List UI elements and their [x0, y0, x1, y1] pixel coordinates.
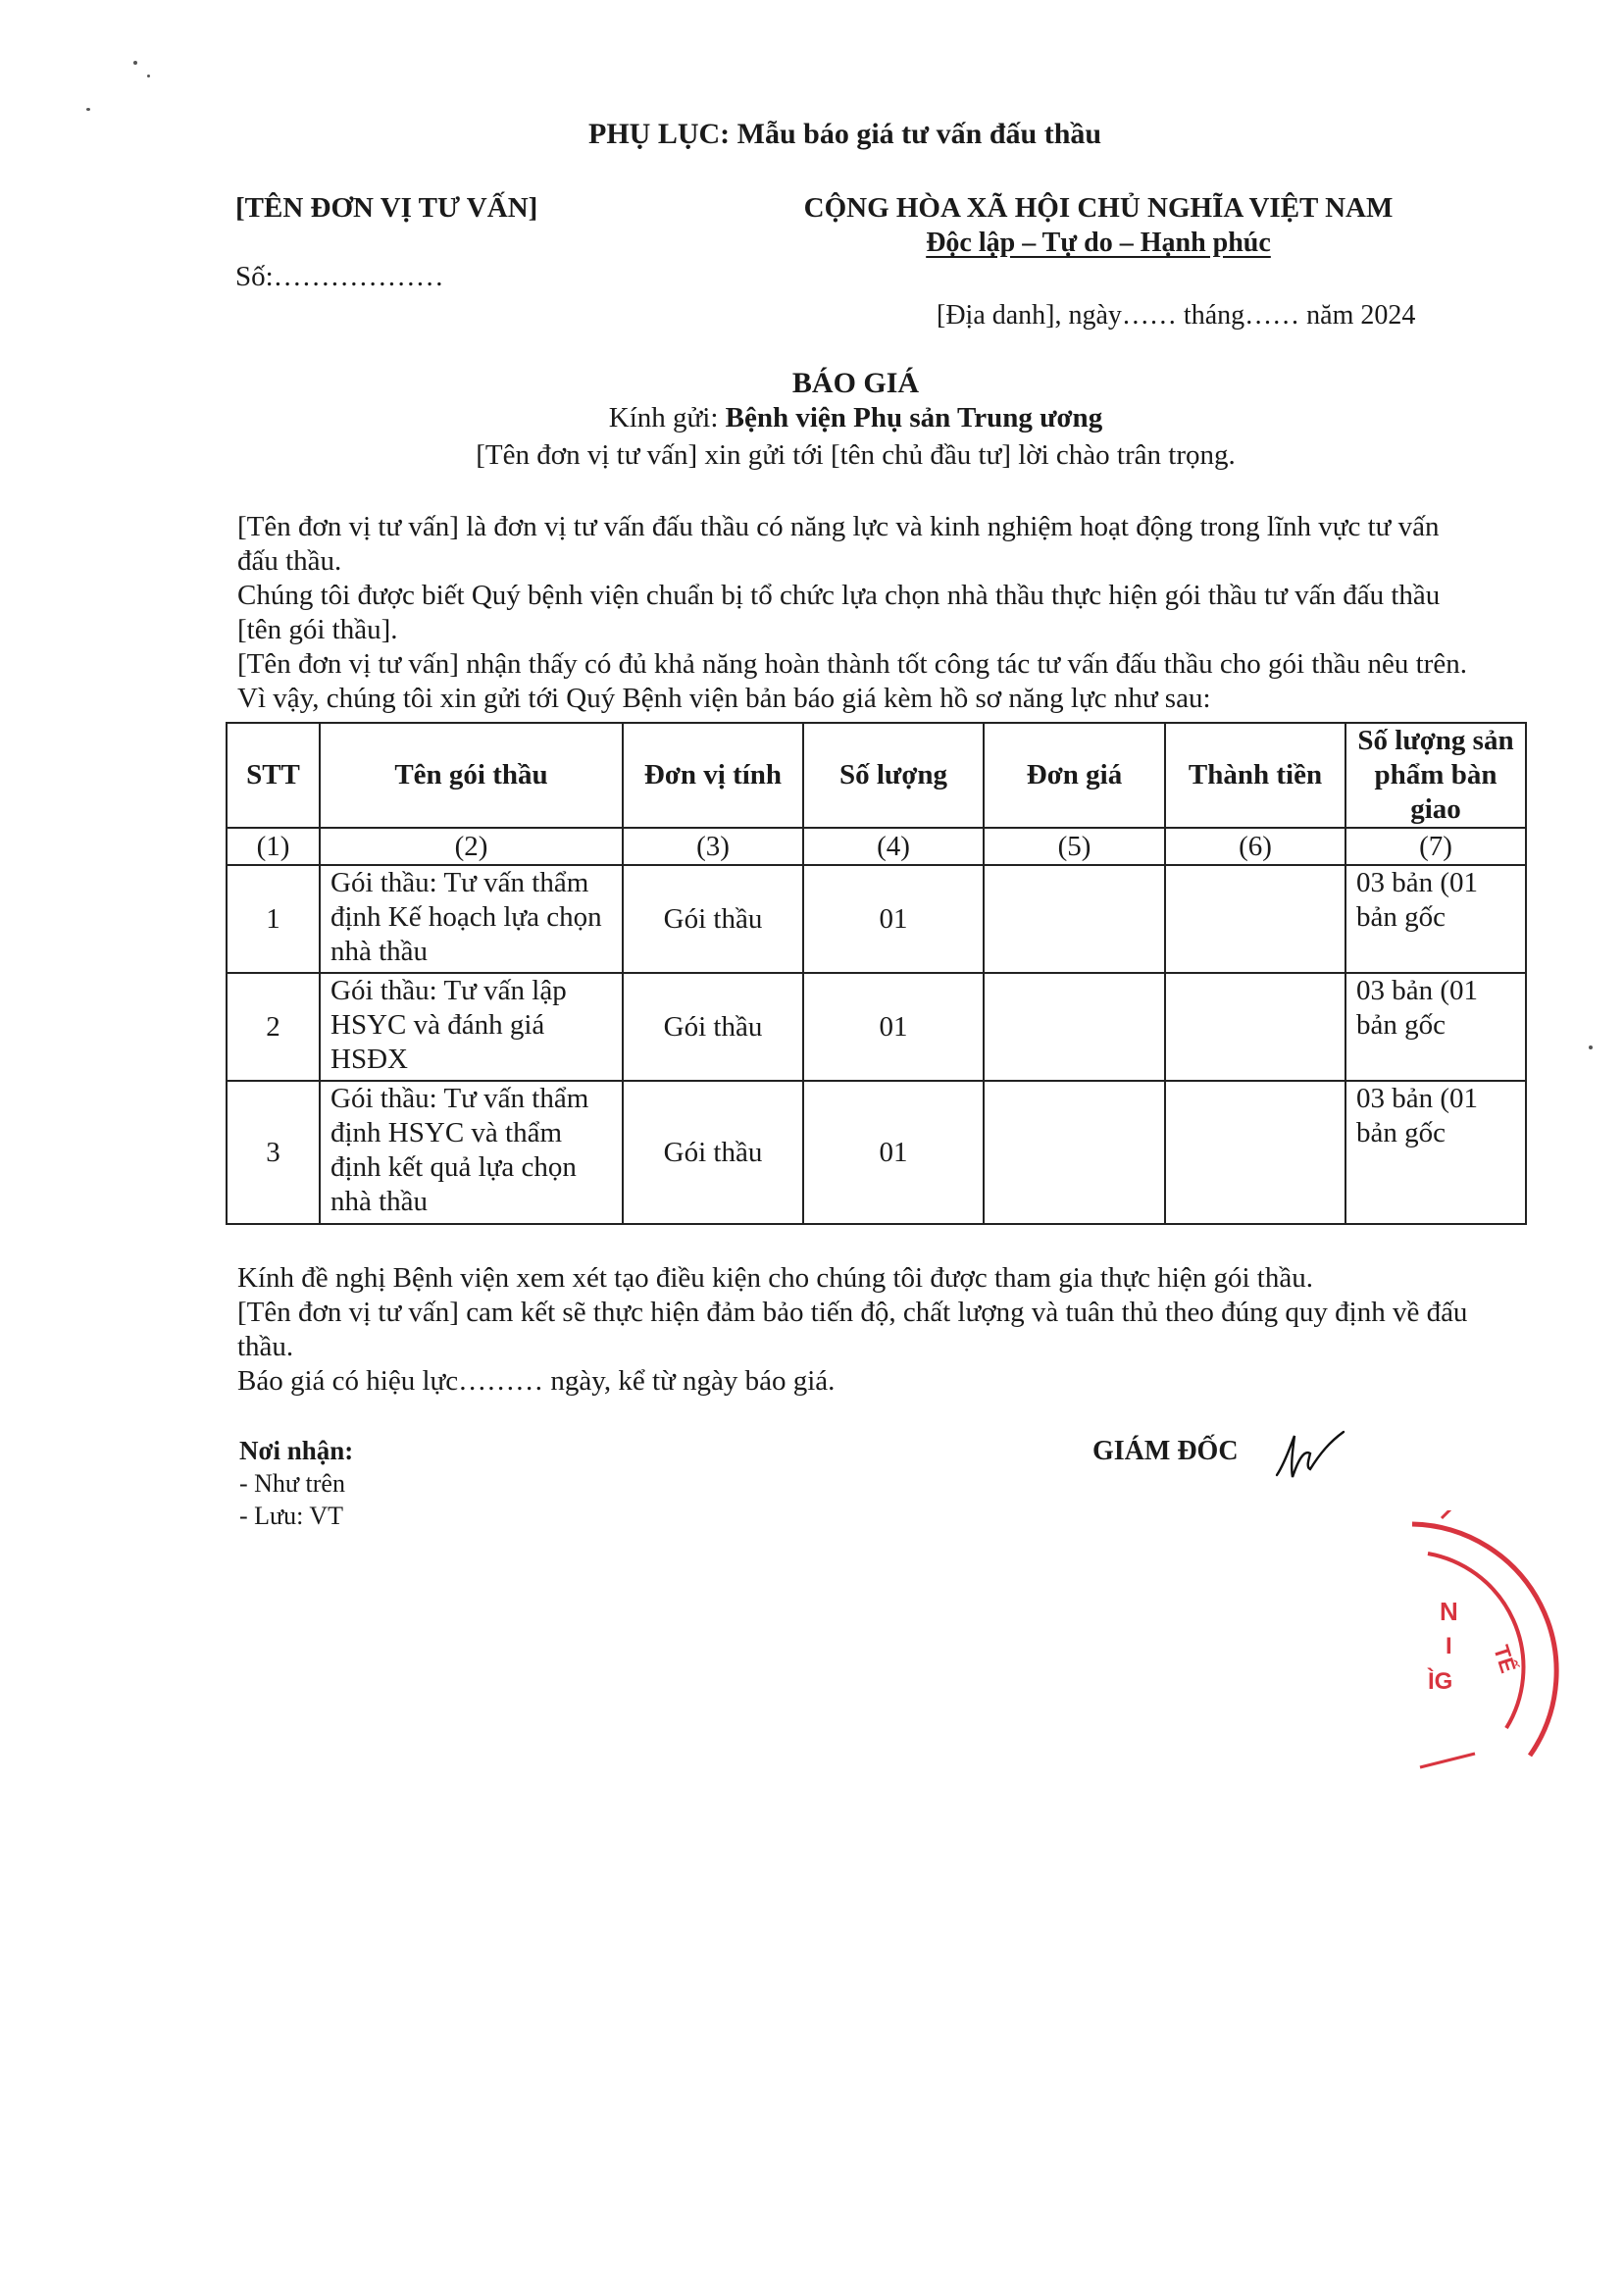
stamp-text: TẾ — [1489, 1642, 1521, 1676]
col-number: (3) — [623, 828, 803, 865]
col-header-unit-price: Đơn giá — [984, 723, 1165, 828]
stamp-text: ÌG — [1428, 1668, 1453, 1695]
appendix-label: PHỤ LỤC: — [588, 118, 731, 150]
col-number: (7) — [1345, 828, 1526, 865]
intro-paragraph: [Tên đơn vị tư vấn] nhận thấy có đủ khả năng hoàn thành tốt công tác tư vấn đấu thầu cho gói thầu nêu trên. Vì vậy, chúng tôi xin gửi tới Quý Bệnh viện bản báo giá kèm hồ sơ năng lực như sau: — [237, 648, 1467, 714]
cell-stt: 1 — [227, 865, 320, 973]
scan-speck — [1589, 1045, 1593, 1049]
signature-title: GIÁM ĐỐC — [1092, 1436, 1239, 1466]
stamp-text: I — [1446, 1633, 1452, 1659]
recipient-item: - Như trên — [239, 1469, 345, 1498]
greeting-line — [0, 402, 1624, 434]
cell-deliverables: 03 bản (01 bản gốc — [1345, 865, 1526, 973]
cell-quantity: 01 — [803, 865, 984, 973]
col-header-deliverables: Số lượng sản phẩm bàn giao — [1345, 723, 1526, 828]
cell-unit: Gói thầu — [623, 865, 803, 973]
table-row — [227, 865, 1526, 973]
cell-deliverables: 03 bản (01 bản gốc — [1345, 973, 1526, 1081]
cell-total — [1165, 973, 1345, 1081]
cell-package-name: Gói thầu: Tư vấn thẩm định Kế hoạch lựa chọn nhà thầu — [320, 865, 623, 973]
appendix-title-text: Mẫu báo giá tư vấn đấu thầu — [736, 118, 1102, 150]
doc-title: BÁO GIÁ — [791, 367, 920, 399]
cell-quantity: 01 — [803, 1081, 984, 1224]
col-number: (1) — [227, 828, 320, 865]
cell-unit: Gói thầu — [623, 1081, 803, 1224]
closing-paragraph: Kính đề nghị Bệnh viện xem xét tạo điều kiện cho chúng tôi được tham gia thực hiện gói thầu. — [237, 1262, 1313, 1294]
table-header-row — [227, 723, 1526, 828]
scan-speck — [147, 75, 150, 77]
country-name: CỘNG HÒA XÃ HỘI CHỦ NGHĨA VIỆT NAM — [803, 192, 1394, 224]
cell-deliverables: 03 bản (01 bản gốc — [1345, 1081, 1526, 1224]
scan-speck — [133, 61, 137, 65]
intro-paragraph: Chúng tôi được biết Quý bệnh viện chuẩn bị tổ chức lựa chọn nhà thầu thực hiện gói thầu tư vấn đấu thầu [tên gói thầu]. — [237, 580, 1441, 645]
place-date: [Địa danh], ngày…… tháng…… năm 2024 — [937, 300, 1416, 331]
doc-number: Số:……………… — [235, 261, 444, 292]
column-number-row — [227, 828, 1526, 865]
recipient-item: - Lưu: VT — [239, 1502, 344, 1530]
closing-paragraph: [Tên đơn vị tư vấn] cam kết sẽ thực hiện đảm bảo tiến độ, chất lượng và tuân thủ theo đúng quy định về đấu thầu. — [237, 1297, 1468, 1362]
col-header-quantity: Số lượng — [803, 723, 984, 828]
col-number: (2) — [320, 828, 623, 865]
cell-unit-price — [984, 973, 1165, 1081]
appendix-title — [588, 118, 1101, 151]
table-row — [227, 973, 1526, 1081]
recipient-name: Bệnh viện Phụ sản Trung ương — [725, 402, 1103, 433]
salutation: [Tên đơn vị tư vấn] xin gửi tới [tên chủ đầu tư] lời chào trân trọng. — [476, 439, 1236, 471]
col-header-package-name: Tên gói thầu — [320, 723, 623, 828]
intro-paragraph: [Tên đơn vị tư vấn] là đơn vị tư vấn đấu thầu có năng lực và kinh nghiệm hoạt động trong lĩnh vực tư vấn đấu thầu. — [237, 511, 1440, 577]
cell-unit-price — [984, 865, 1165, 973]
cell-package-name: Gói thầu: Tư vấn thẩm định HSYC và thẩm định kết quả lựa chọn nhà thầu — [320, 1081, 623, 1224]
col-header-total: Thành tiền — [1165, 723, 1345, 828]
cell-unit: Gói thầu — [623, 973, 803, 1081]
greeting-prefix: Kính gửi: — [608, 402, 719, 433]
col-number: (6) — [1165, 828, 1345, 865]
cell-quantity: 01 — [803, 973, 984, 1081]
col-number: (4) — [803, 828, 984, 865]
closing-paragraph: Báo giá có hiệu lực……… ngày, kể từ ngày báo giá. — [237, 1365, 836, 1397]
scan-speck — [86, 108, 90, 111]
org-name: [TÊN ĐƠN VỊ TƯ VẤN] — [235, 192, 538, 224]
quote-table — [226, 722, 1527, 1225]
cell-unit-price — [984, 1081, 1165, 1224]
table-row — [227, 1081, 1526, 1224]
intro-block — [237, 510, 1483, 716]
recipients-label: Nơi nhận: — [239, 1436, 354, 1465]
col-number: (5) — [984, 828, 1165, 865]
national-motto: Độc lập – Tự do – Hạnh phúc — [926, 228, 1271, 258]
cell-stt: 2 — [227, 973, 320, 1081]
cell-package-name: Gói thầu: Tư vấn lập HSYC và đánh giá HSĐX — [320, 973, 623, 1081]
stamp-text: N — [1440, 1597, 1458, 1626]
col-header-unit: Đơn vị tính — [623, 723, 803, 828]
cell-stt: 3 — [227, 1081, 320, 1224]
cell-total — [1165, 1081, 1345, 1224]
closing-block — [237, 1261, 1483, 1399]
cell-total — [1165, 865, 1345, 973]
stamp-seal — [1393, 1510, 1624, 1785]
col-header-stt: STT — [227, 723, 320, 828]
handwritten-signature — [1271, 1424, 1349, 1493]
